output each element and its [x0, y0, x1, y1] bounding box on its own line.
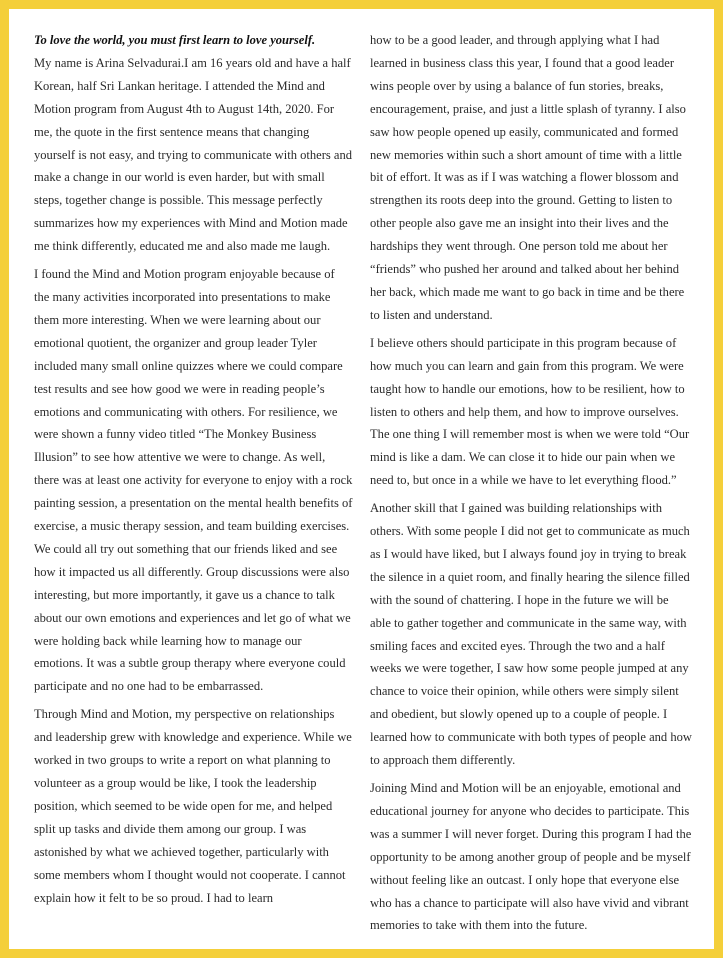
paragraph: I believe others should participate in this program because of how much you can learn and gain from this program. We were taught how to handle our emotions, how to be resilient, how to listen to others and help them, and how to improve ourselves. The one thing I will remember most is when we were told “Our mind is like a dam. We can close it to hide our pain when we need to, but once in a while we have to let everything flood.”: [370, 335, 690, 488]
intro-paragraph: [34, 29, 353, 258]
paragraph: Joining Mind and Motion will be an enjoyable, emotional and educational journey for anyone who decides to participate. This was a summer I will never forget. During this program I had the opportunity to be among another group of people and be myself without feeling like an outcast. I only hope that everyone else who has a chance to participate will also have vivid and vibrant memories to take with them into the future.: [370, 781, 692, 933]
paragraph: I found the Mind and Motion program enjoyable because of the many activities incorporated into presentations to make them more interesting. When we were learning about our emotional quotient, the organizer and group leader Tyler included many small online quizzes where we could compare test results and see how good we were in reading people’s emotions and communicating with others. For resilience, we were shown a funny video titled “The Monkey Business Illusion” to see how attentive we were to change. As well, there was at least one activity for everyone to enjoy with a rock painting session, a presentation on the mental health benefits of exercise, a music therapy session, and team building exercises. We could all try out something that our friends liked and see how it impacted us all differently. Group discussions were also interesting, but more importantly, it gave us a chance to talk about our own emotions and experiences and let go of what we were holding back while learning how to manage our emotions. It was a subtle group therapy where everyone could participate and no one had to be embarrassed.: [34, 267, 353, 694]
paragraph: Through Mind and Motion, my perspective on relationships and leadership grew with knowledge and experience. While we worked in two groups to write a report on what planning to volunteer as a group would be like, I took the leadership position, which seemed to be wide open for me, and helped split up tasks and divide them among our group. I was astonished by what we achieved together, particularly with some members whom I thought would not cooperate. I cannot explain how it felt to be so proud. I had to learn: [34, 707, 352, 905]
essay-title: To love the world, you must first learn to love yourself.: [34, 33, 316, 47]
document-page: [9, 9, 714, 949]
paragraph: how to be a good leader, and through applying what I had learned in business class this year, I found that a good leader wins people over by using a balance of fun stories, breaks, encouragement, praise, and just a little splash of tyranny. I also saw how people opened up easily, communicated and formed new memories within such a short amount of time with a little bit of effort. It was as if I was watching a flower blossom and strengthen its roots deep into the ground. Getting to listen to other people also gave me an insight into their lives and the hardships they went through. One person told me about her “friends” who pushed her around and talked about her behind her back, which made me want to go back in time and be there to listen and understand.: [370, 33, 686, 322]
left-column: [34, 29, 353, 914]
right-column: [370, 29, 692, 942]
paragraph-text: My name is Arina Selvadurai.I am 16 years old and have a half Korean, half Sri Lankan heritage. I attended the Mind and Motion program from August 4th to August 14th, 2020. For me, the quote in the first sentence means that changing yourself is not easy, and trying to communicate with others and make a change in our world is even harder, but with small steps, together change is possible. This message perfectly summarizes how my experiences with Mind and Motion made me think differently, educated me and also made me laugh.: [34, 55, 353, 254]
paragraph: Another skill that I gained was building relationships with others. With some people I did not get to communicate as much as I would have liked, but I always found joy in trying to break the silence in a quiet room, and finally hearing the silence filled with the sound of chattering. I hope in the future we will be able to gather together and communicate in the same way, with smiling faces and excited eyes. Through the two and a half weeks we were together, I saw how some people jumped at any chance to voice their opinion, while others were simply silent and obedient, but slowly opened up to a couple of people. I learned how to communicate with both types of people and how to approach them differently.: [370, 501, 692, 768]
